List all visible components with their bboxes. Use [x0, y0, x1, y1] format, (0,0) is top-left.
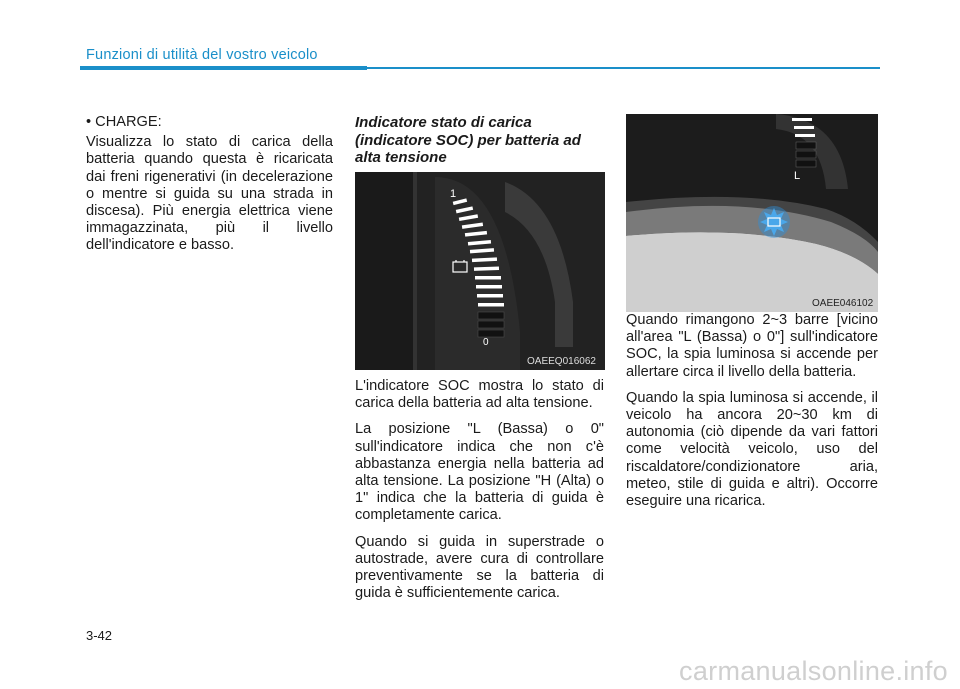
warning-paragraph-1: Quando rimangono 2~3 barre [vicino all'area "L (Bassa) o 0"] sull'indicatore SOC, la spia luminosa si accende per allertare circa il livello della batteria.: [626, 312, 878, 380]
soc-gauge-illustration: [355, 172, 605, 370]
soc-paragraph-1: L'indicatore SOC mostra lo stato di carica della batteria ad alta tensione.: [355, 378, 604, 412]
charge-bullet: • CHARGE:: [86, 114, 162, 130]
battery-warning-light-icon: [758, 206, 790, 238]
gauge-bottom-mark: 0: [483, 337, 489, 348]
soc-warning-figure: [626, 114, 878, 312]
column-2-body: [355, 378, 604, 611]
soc-warning-illustration: [626, 114, 878, 312]
soc-heading: Indicatore stato di carica (indicatore SOC) per batteria ad alta tensione: [355, 114, 581, 166]
soc-paragraph-2: La posizione "L (Bassa) o 0" sull'indicatore indica che non c'è abbastanza energia nella batteria ad alta tensione. La posizione "H (Alta) o 1" indica che la batteria di guida è completamente carica.: [355, 421, 604, 524]
charge-description: Visualizza lo stato di carica della batteria quando questa è ricaricata dai freni rigenerativi (in decelerazione o mentre si guida su una strada in discesa). Più energia elettrica viene immagazzinata, più il livello dell'indicatore e basso.: [86, 134, 333, 254]
page-number: 3-42: [86, 628, 113, 643]
column-1: [86, 114, 333, 264]
soc-gauge-figure: [355, 172, 605, 370]
soc-paragraph-3: Quando si guida in superstrade o autostrade, avere cura di controllare preventivamente se la batteria di guida è sufficientemente carica.: [355, 533, 604, 602]
gauge-low-mark: L: [794, 170, 801, 182]
column-3: [626, 312, 878, 519]
figure-code-2: OAEE046102: [812, 298, 874, 309]
soc-bars-remaining: [792, 118, 815, 137]
gauge-top-mark: 1: [450, 188, 457, 200]
watermark[interactable]: carmanualsonline.info: [679, 656, 948, 686]
section-title: Funzioni di utilità del vostro veicolo: [86, 47, 318, 63]
warning-paragraph-2: Quando la spia luminosa si accende, il veicolo ha ancora 20~30 km di autonomia (ciò dipende da vari fattori come velocità veicolo, uso del riscaldatore/condizionatore aria, meteo, stile di guida e altri). Occorre eseguire una ricarica.: [626, 389, 878, 510]
header-rule-thin: [367, 67, 880, 69]
figure-code: OAEEQ016062: [527, 356, 596, 367]
header-rule-thick: [80, 66, 367, 70]
